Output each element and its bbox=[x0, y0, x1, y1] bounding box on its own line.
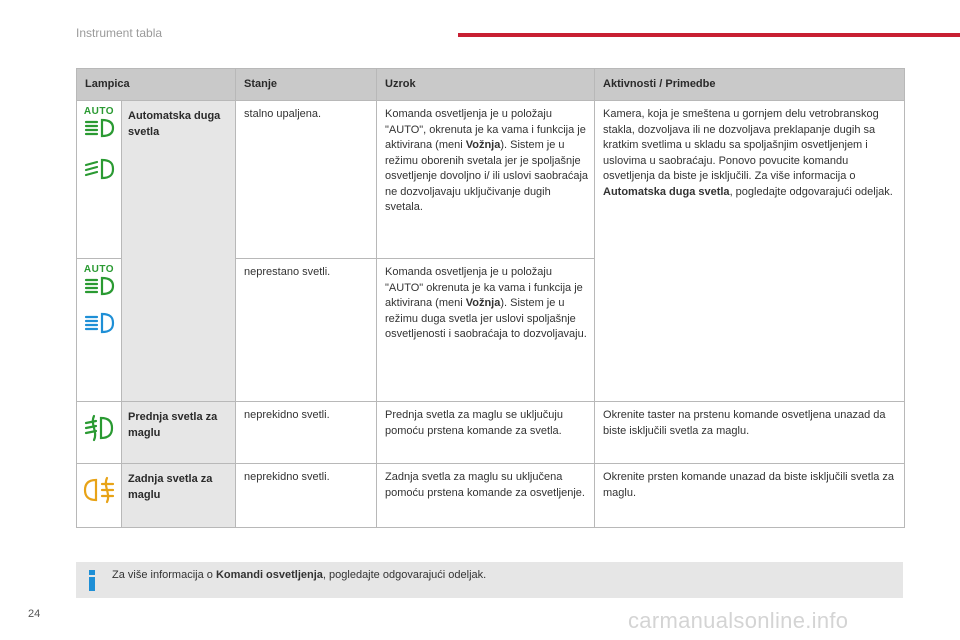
auto-high-beam-icon bbox=[82, 275, 116, 297]
header-cause: Uzrok bbox=[377, 69, 595, 101]
info-text: Za više informacija o Komandi osvetljenja, pogledajte odgovarajući odeljak. bbox=[112, 569, 487, 581]
table-row bbox=[77, 464, 905, 528]
table-row bbox=[77, 101, 905, 259]
table-row bbox=[77, 402, 905, 464]
lamp-name: Automatska duga svetla bbox=[122, 101, 236, 402]
state-cell: neprekidno svetli. bbox=[236, 464, 377, 528]
header-action: Aktivnosti / Primedbe bbox=[595, 69, 905, 101]
header-lamp: Lampica bbox=[77, 69, 236, 101]
cause-cell: Zadnja svetla za maglu su uključena pomoću prstena komande za osvetljenje. bbox=[377, 464, 595, 528]
auto-low-beam-icon bbox=[82, 117, 116, 139]
action-cell: Okrenite taster na prstenu komande osvetljena unazad da biste isključili svetla za maglu. bbox=[595, 402, 905, 464]
page-number: 24 bbox=[28, 608, 41, 620]
section-title: Instrument tabla bbox=[76, 26, 163, 40]
lamp-icon-cell bbox=[77, 464, 122, 528]
action-cell: Okrenite prsten komande unazad da biste isključili svetla za maglu. bbox=[595, 464, 905, 528]
front-fog-icon bbox=[82, 414, 116, 442]
lamp-name: Zadnja svetla za maglu bbox=[122, 464, 236, 528]
auto-label: AUTO bbox=[83, 264, 115, 275]
watermark: carmanualsonline.info bbox=[628, 608, 849, 633]
state-cell: neprestano svetli. bbox=[236, 259, 377, 402]
cause-cell: Komanda osvetljenja je u položaju "AUTO", okrenuta je ka vama i funkcija je aktivirana (meni Vožnja). Sistem je u režimu oborenih svetala jer je spoljašnje osvetljenje dovoljno i/ ili uslovi saobraćaja ne dozvoljavaju uključivanje dugih svetala. bbox=[377, 101, 595, 259]
info-icon bbox=[86, 568, 98, 592]
table-header-row bbox=[77, 69, 905, 101]
state-cell: neprekidno svetli. bbox=[236, 402, 377, 464]
cause-cell: Prednja svetla za maglu se uključuju pomoću prstena komande za svetla. bbox=[377, 402, 595, 464]
warning-lamps-table bbox=[76, 68, 905, 528]
header-state: Stanje bbox=[236, 69, 377, 101]
cause-cell: Komanda osvetljenja je u položaju "AUTO" okrenuta je ka vama i funkcija je aktivirana (meni Vožnja). Sistem je u režimu duga svetla jer uslovi spoljašnje osvetljenosti i saobraćaja to dozvoljavaju. bbox=[377, 259, 595, 402]
action-cell: Kamera, koja je smeštena u gornjem delu vetrobranskog stakla, dozvoljava ili ne dozvoljava preklapanje dugih sa kratkim svetlima u skladu sa spoljašnjim osvetljenjem i uslovima u saobraćaju. Ponovo povucite komandu osvetljenja da biste je isključili. Za više informacija o Automatska duga svetla, pogledajte odgovarajući odeljak. bbox=[595, 101, 905, 402]
lamp-icon-cell bbox=[77, 402, 122, 464]
auto-label: AUTO bbox=[83, 106, 115, 117]
lamp-icon-cell bbox=[77, 259, 122, 402]
header-accent-bar bbox=[458, 33, 960, 37]
rear-fog-icon bbox=[82, 476, 116, 504]
lamp-name: Prednja svetla za maglu bbox=[122, 402, 236, 464]
state-cell: stalno upaljena. bbox=[236, 101, 377, 259]
lamp-icon-cell bbox=[77, 101, 122, 259]
low-beam-icon bbox=[82, 157, 116, 181]
info-note bbox=[76, 562, 903, 598]
high-beam-icon bbox=[82, 311, 116, 335]
